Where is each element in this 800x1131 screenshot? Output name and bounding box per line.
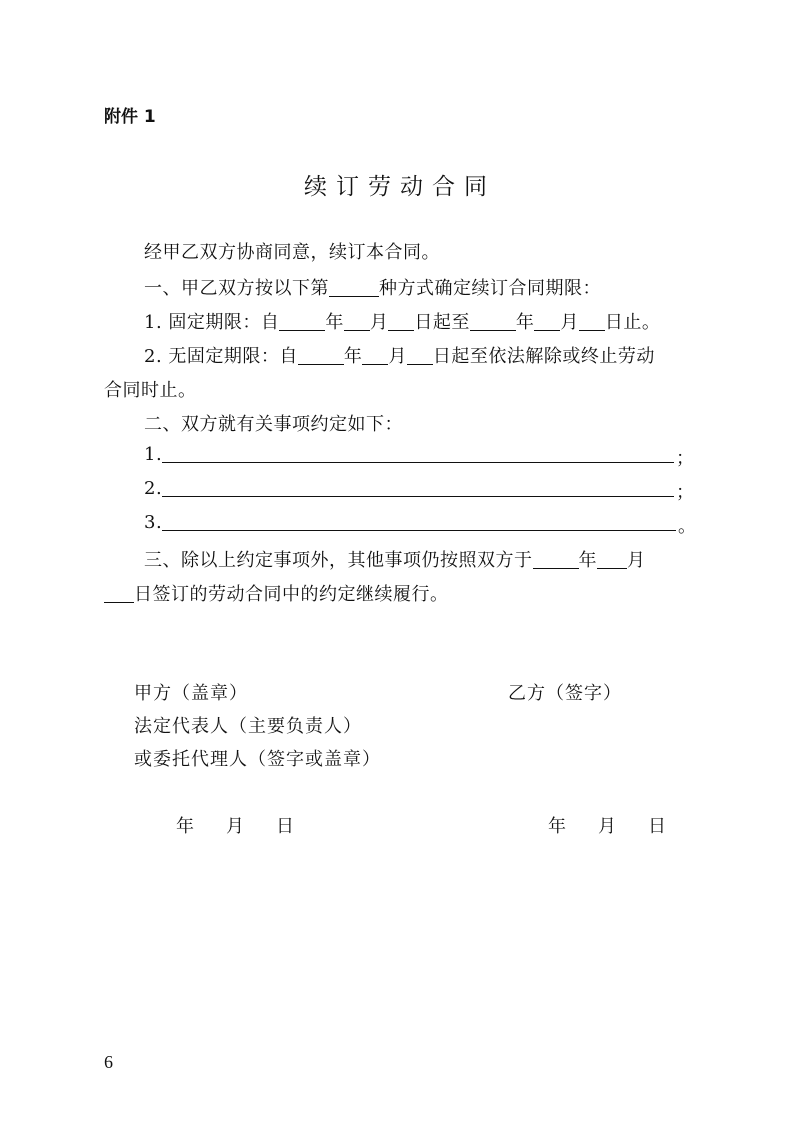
item-2-line[interactable]: [162, 496, 674, 497]
party-a-date-year: 年: [176, 816, 195, 837]
end-year-blank[interactable]: [470, 312, 516, 331]
option-open-term: [144, 342, 655, 368]
party-a-date-day: 日: [276, 816, 295, 837]
clause-1-text-a: 一、甲乙双方按以下第: [144, 278, 329, 299]
clause-2: 二、双方就有关事项约定如下：: [144, 414, 403, 435]
clause-1: [144, 274, 601, 300]
option-fixed-term: [144, 308, 660, 334]
start-month-blank[interactable]: [344, 312, 370, 331]
clause-3-text-d: 日签订的劳动合同中的约定继续履行。: [134, 584, 449, 605]
start-day-blank[interactable]: [388, 312, 414, 331]
attachment-label: 附件 1: [104, 107, 156, 127]
item-3-number: 3.: [144, 512, 163, 533]
option-1-year: 年: [325, 312, 344, 333]
item-1-end: ；: [676, 448, 695, 469]
option-1-end: 日止。: [604, 312, 661, 333]
item-2-end: ；: [676, 482, 695, 503]
item-2-number: 2.: [144, 478, 163, 499]
item-1-line[interactable]: [162, 462, 674, 463]
party-a-date-month: 月: [226, 816, 245, 837]
open-start-day-blank[interactable]: [407, 346, 433, 365]
option-2-month: 月: [388, 346, 407, 367]
clause-1-text-b: 种方式确定续订合同期限：: [379, 278, 601, 299]
party-b-date-day: 日: [648, 816, 667, 837]
party-b-date-month: 月: [598, 816, 617, 837]
option-2-year: 年: [343, 346, 363, 367]
signed-day-blank[interactable]: [104, 584, 134, 603]
signed-year-blank[interactable]: [533, 550, 579, 569]
option-2-continuation: 合同时止。: [104, 380, 197, 401]
option-1-end-year: 年: [515, 312, 535, 333]
clause-3-month: 月: [627, 550, 646, 571]
end-day-blank[interactable]: [579, 312, 605, 331]
legal-representative-label: 法定代表人（主要负责人）: [134, 716, 362, 737]
item-3-end: 。: [678, 516, 697, 537]
open-start-month-blank[interactable]: [362, 346, 388, 365]
clause-3-text-a: 三、除以上约定事项外，其他事项仍按照双方于: [144, 550, 533, 571]
option-2-rest: 日起至依法解除或终止劳动: [432, 346, 655, 367]
party-a-label: 甲方（盖章）: [134, 683, 248, 704]
clause-3-continuation: [104, 580, 449, 606]
option-1-from-to: 日起至: [414, 312, 470, 333]
start-year-blank[interactable]: [279, 312, 325, 331]
item-1-number: 1.: [144, 444, 163, 465]
option-1-label: 1. 固定期限：自: [144, 312, 280, 333]
signed-month-blank[interactable]: [597, 550, 627, 569]
clause-3-year: 年: [578, 550, 597, 571]
option-2-label: 2. 无固定期限：自: [144, 346, 298, 367]
open-start-year-blank[interactable]: [298, 346, 344, 365]
authorized-agent-label: 或委托代理人（签字或盖章）: [134, 749, 381, 770]
party-b-date-year: 年: [548, 816, 567, 837]
intro-text: 经甲乙双方协商同意，续订本合同。: [144, 242, 440, 263]
clause-3: [144, 546, 646, 572]
party-b-label: 乙方（签字）: [508, 683, 622, 704]
document-title: 续订劳动合同: [304, 174, 496, 200]
method-number-blank[interactable]: [329, 278, 379, 297]
item-3-line[interactable]: [162, 530, 676, 531]
end-month-blank[interactable]: [534, 312, 560, 331]
option-1-month: 月: [369, 312, 389, 333]
option-1-end-month: 月: [560, 312, 579, 333]
page-number: 6: [104, 1052, 113, 1072]
